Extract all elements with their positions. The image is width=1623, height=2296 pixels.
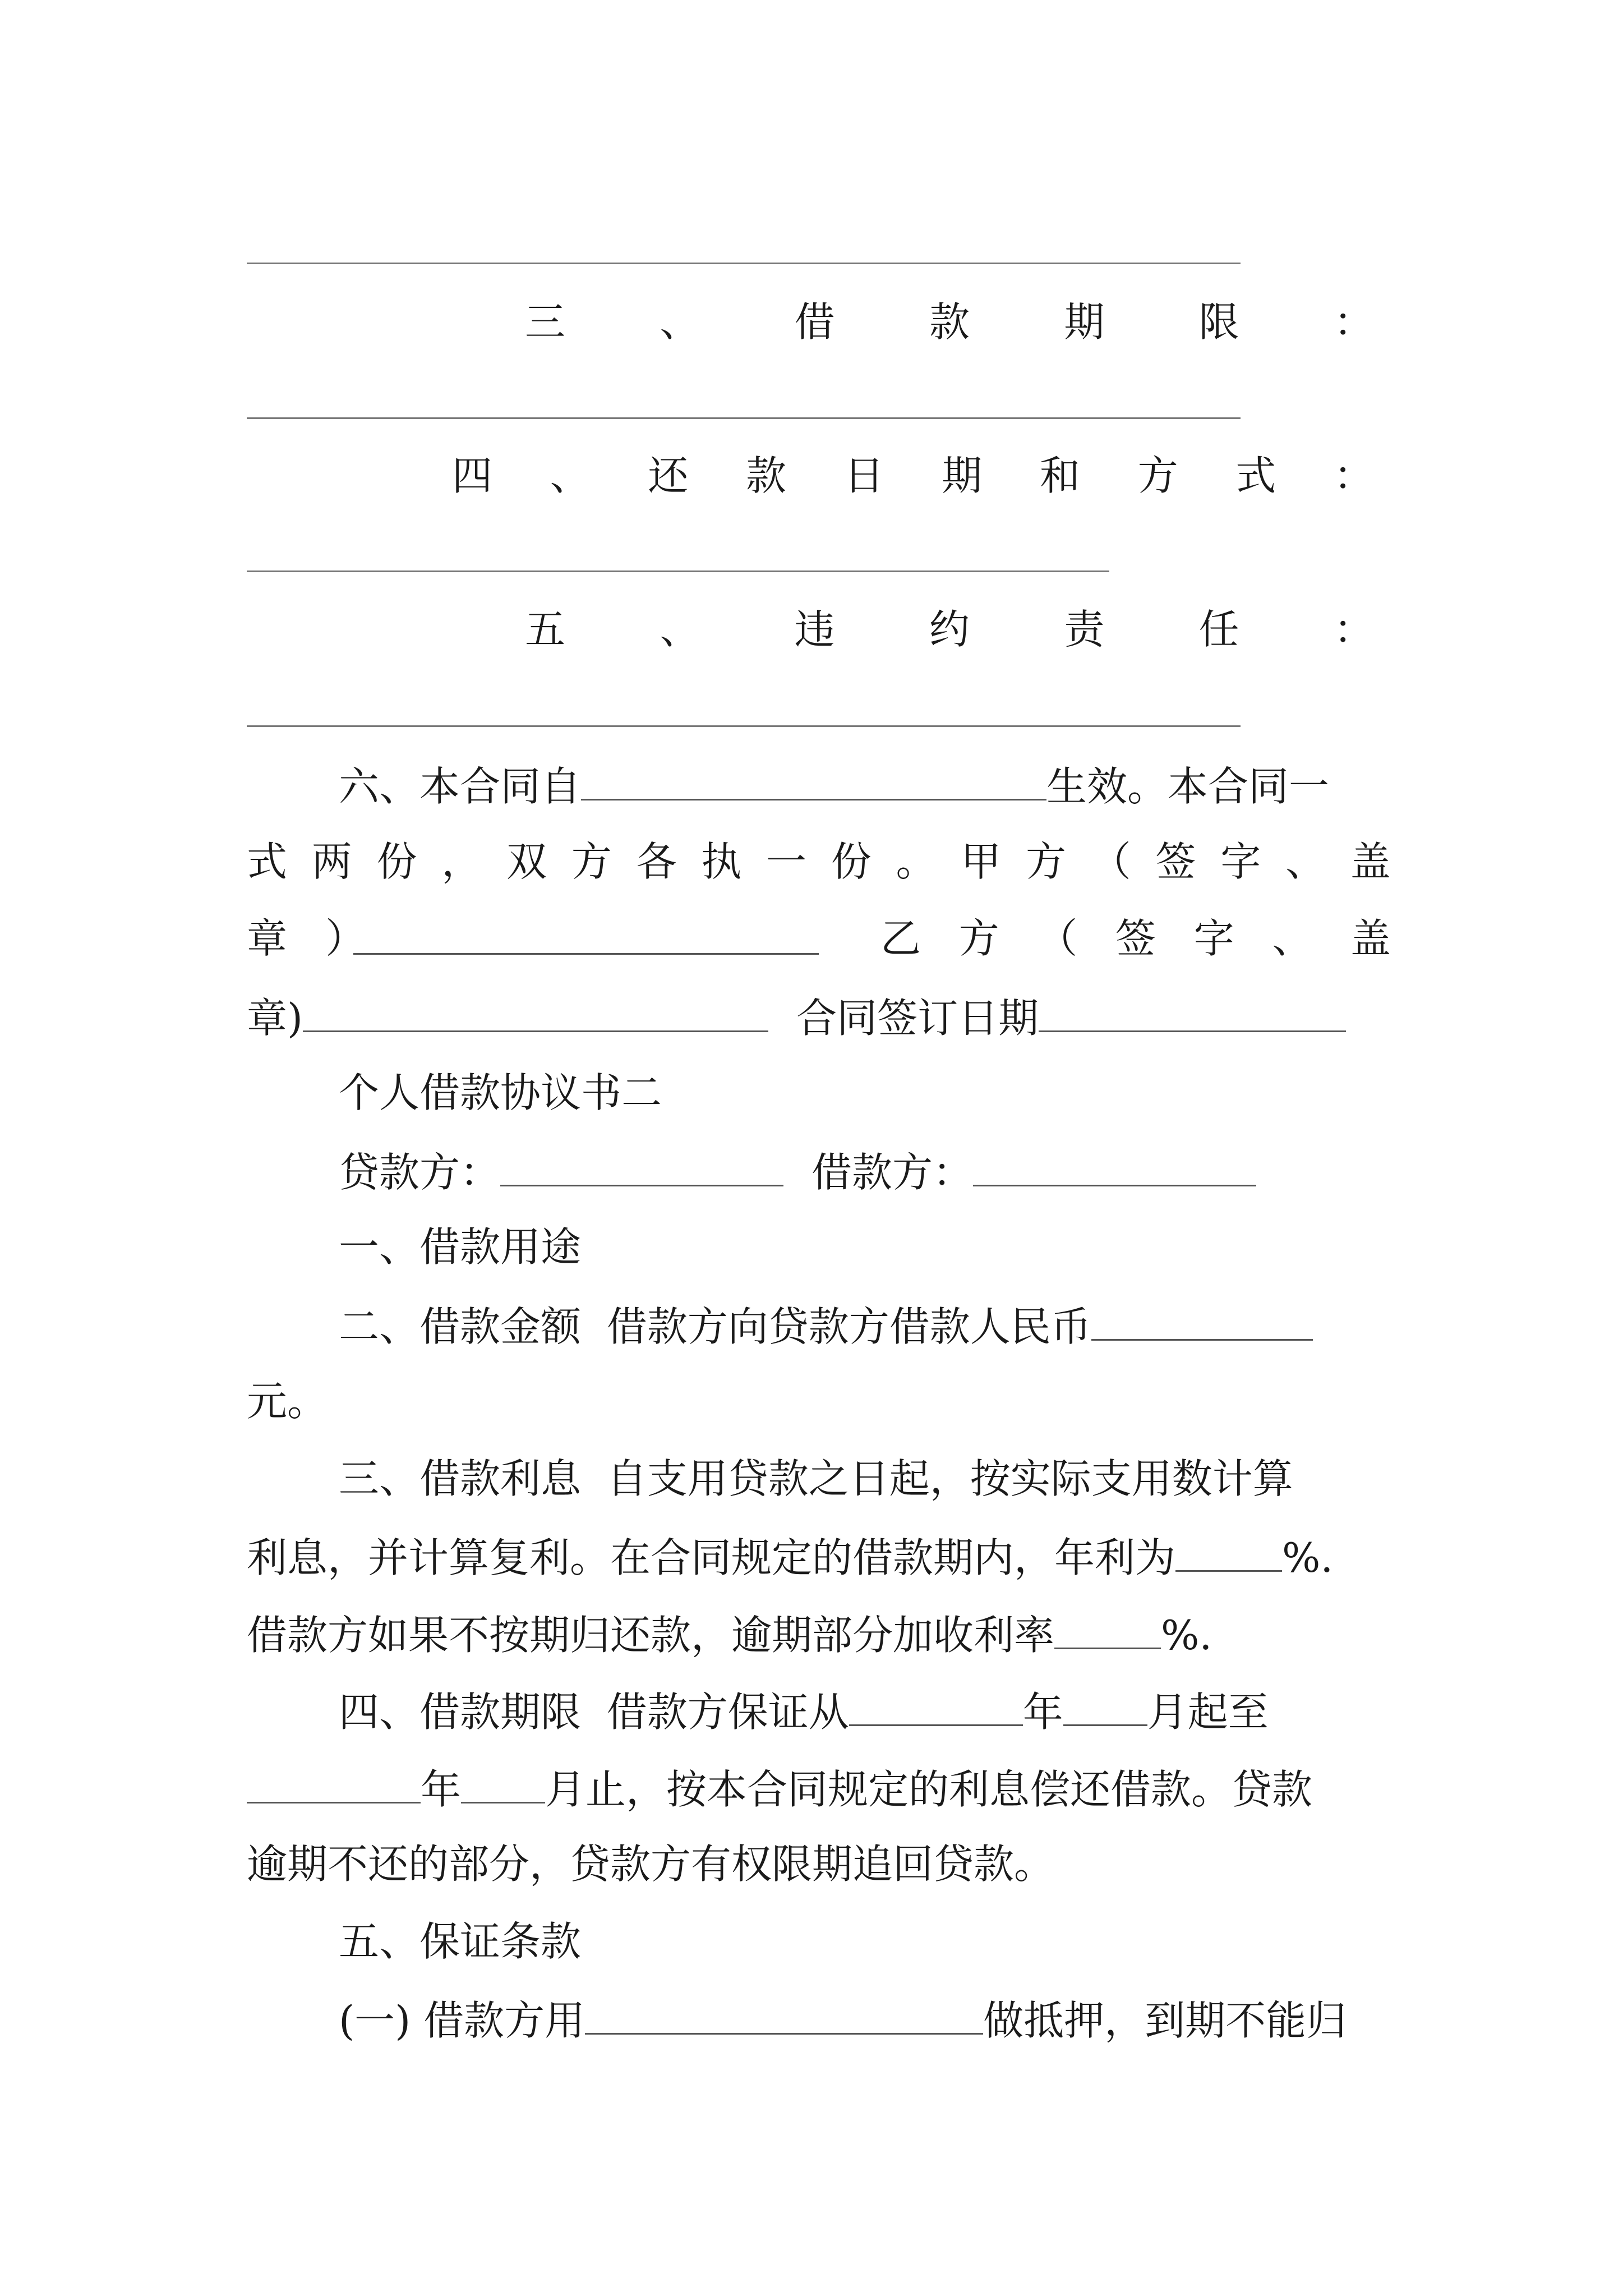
char: 款 — [929, 298, 970, 346]
loan-term-text: 月起至 — [1147, 1688, 1269, 1736]
char: 字 — [1193, 915, 1234, 962]
parties-line — [339, 1150, 1292, 1197]
char: 方 — [958, 915, 999, 962]
char: 执 — [701, 838, 742, 885]
borrower-label: 借款方： — [811, 1149, 974, 1196]
collateral-blank[interactable] — [585, 1998, 983, 2035]
interest-text: %. — [1282, 1534, 1334, 1581]
char: （ — [1037, 915, 1078, 962]
guarantee-text: 做抵押，到期不能归 — [983, 1997, 1347, 2044]
interest-line-3 — [247, 1613, 1402, 1660]
loan-term-text: 四、借款期限 借款方保证从 — [339, 1688, 849, 1736]
end-year-blank[interactable] — [247, 1767, 421, 1803]
char: 份 — [376, 838, 417, 885]
lender-blank[interactable] — [500, 1150, 783, 1186]
lender-label: 贷款方： — [339, 1149, 501, 1196]
loan-purpose-heading: 一、借款用途 — [339, 1223, 582, 1271]
clause-6-text: 章) — [247, 995, 303, 1042]
guarantee-heading: 五、保证条款 — [339, 1918, 582, 1965]
char: 和 — [1039, 452, 1080, 499]
section-3-heading — [525, 298, 1374, 349]
clause-6-line-2 — [247, 838, 1391, 889]
borrower-blank[interactable] — [973, 1150, 1256, 1186]
char: 、 — [660, 298, 700, 346]
char: 还 — [648, 452, 689, 499]
end-month-blank[interactable] — [461, 1767, 545, 1803]
section-3-blank-line — [247, 417, 1241, 419]
char: 借 — [794, 298, 835, 346]
loan-term-line-3: 逾期不还的部分，贷款方有权限期追回贷款。 — [247, 1841, 1055, 1888]
top-rule — [247, 263, 1241, 264]
section-5-blank-line — [247, 725, 1241, 727]
char: 、 — [1285, 838, 1326, 885]
char: 双 — [506, 838, 547, 885]
signing-date-label: 合同签订日期 — [796, 995, 1039, 1042]
overdue-rate-blank[interactable] — [1054, 1613, 1161, 1649]
clause-6-text: 六、本合同自 — [339, 763, 582, 810]
char: 期 — [942, 452, 983, 499]
char: 式 — [1235, 452, 1276, 499]
loan-amount-line-1 — [339, 1304, 1393, 1351]
char: 式 — [247, 838, 288, 885]
char: 签 — [1115, 915, 1156, 962]
clause-6-line-3 — [247, 915, 1391, 965]
section-4-blank-line — [247, 570, 1109, 572]
char: ： — [1333, 452, 1374, 499]
char: 签 — [1155, 838, 1196, 885]
char: （ — [1090, 838, 1131, 885]
guarantee-item-1 — [339, 1998, 1393, 2045]
char: 五 — [525, 606, 566, 653]
guarantee-text: (一) 借款方用 — [339, 1997, 585, 2044]
char: 份 — [831, 838, 872, 885]
char: 违 — [794, 606, 835, 653]
interest-line-2 — [247, 1535, 1402, 1582]
char: 责 — [1064, 606, 1105, 653]
char: 各 — [636, 838, 677, 885]
start-year-blank[interactable] — [849, 1690, 1023, 1726]
char: 甲 — [961, 838, 1002, 885]
char: 方 — [1026, 838, 1067, 885]
signing-date-blank[interactable] — [1039, 996, 1346, 1032]
char: 字 — [1220, 838, 1261, 885]
section-5-heading — [525, 606, 1374, 656]
loan-term-text: 年 — [421, 1766, 462, 1813]
clause-6-line-4 — [247, 996, 1391, 1043]
char: ： — [1333, 606, 1374, 653]
party-a-signature-blank[interactable] — [353, 918, 819, 955]
char: 方 — [1137, 452, 1178, 499]
loan-term-line-2 — [247, 1767, 1402, 1814]
char: 期 — [1064, 298, 1105, 346]
clause-6-text: ） — [325, 915, 366, 962]
char: 方 — [571, 838, 612, 885]
char: 盖 — [1350, 838, 1391, 885]
section-4-heading — [452, 452, 1374, 503]
char: 乙 — [880, 915, 921, 962]
start-month-blank[interactable] — [1063, 1690, 1147, 1726]
char: 四 — [452, 452, 493, 499]
agreement-2-title: 个人借款协议书二 — [339, 1069, 662, 1116]
char: ， — [441, 838, 482, 885]
char: 。 — [896, 838, 937, 885]
effective-date-blank[interactable] — [581, 764, 1046, 800]
loan-term-text: 月止，按本合同规定的利息偿还借款。贷款 — [545, 1766, 1313, 1813]
char: 两 — [311, 838, 352, 885]
interest-line-1: 三、借款利息 自支用贷款之日起，按实际支用数计算 — [339, 1455, 1293, 1502]
loan-amount-blank[interactable] — [1091, 1304, 1313, 1341]
char: 约 — [929, 606, 970, 653]
loan-term-text: 年 — [1022, 1688, 1063, 1736]
party-b-label — [880, 915, 1391, 962]
annual-rate-blank[interactable] — [1175, 1535, 1282, 1572]
loan-amount-line-2: 元。 — [247, 1378, 328, 1425]
loan-term-line-1 — [339, 1690, 1393, 1737]
loan-amount-text: 二、借款金额 借款方向贷款方借款人民币 — [339, 1303, 1091, 1350]
char: ： — [1333, 298, 1374, 346]
interest-text: 借款方如果不按期归还款，逾期部分加收利率 — [247, 1612, 1055, 1659]
interest-text: 利息，并计算复利。在合同规定的借款期内，年利为 — [247, 1534, 1176, 1581]
char: 款 — [745, 452, 786, 499]
char: 三 — [525, 298, 566, 346]
char: 日 — [843, 452, 884, 499]
clause-6-line-1 — [339, 764, 1393, 811]
clause-6-text: 生效。本合同一 — [1046, 763, 1330, 810]
char: 盖 — [1350, 915, 1391, 962]
char: 一 — [766, 838, 807, 885]
clause-6-text: 章 — [247, 915, 288, 962]
char: 、 — [660, 606, 700, 653]
char: 任 — [1198, 606, 1239, 653]
char: 、 — [550, 452, 591, 499]
char: 限 — [1198, 298, 1239, 346]
party-b-signature-blank[interactable] — [303, 996, 768, 1032]
char: 、 — [1272, 915, 1313, 962]
interest-text: %. — [1161, 1612, 1212, 1659]
